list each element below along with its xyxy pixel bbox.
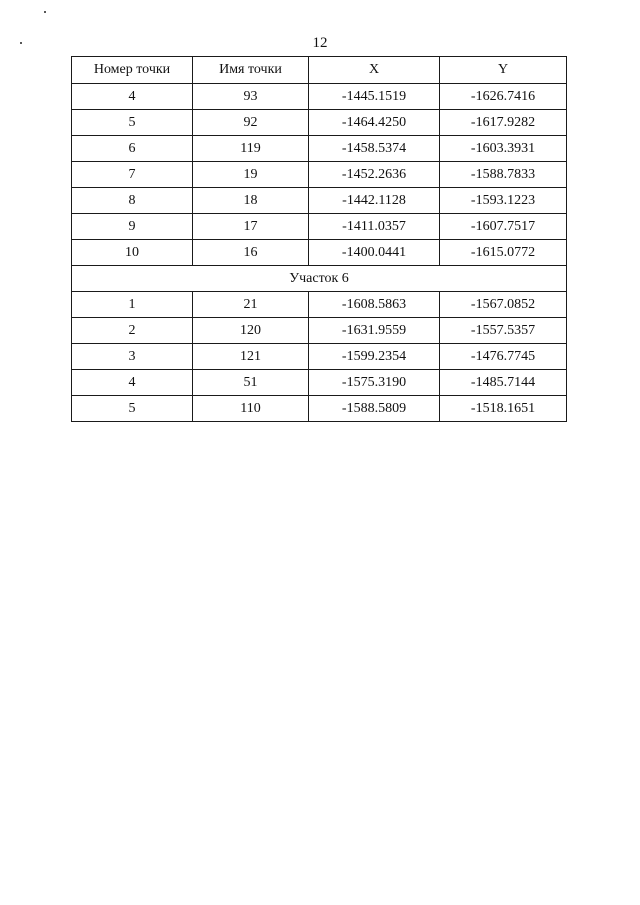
y-cell: -1603.3931 bbox=[440, 136, 567, 162]
x-cell: -1608.5863 bbox=[309, 292, 440, 318]
y-cell: -1557.5357 bbox=[440, 318, 567, 344]
y-cell: -1567.0852 bbox=[440, 292, 567, 318]
x-cell: -1452.2636 bbox=[309, 162, 440, 188]
x-cell: -1575.3190 bbox=[309, 370, 440, 396]
point-number-cell: 1 bbox=[72, 292, 193, 318]
point-name-cell: 92 bbox=[193, 110, 309, 136]
point-name-cell: 18 bbox=[193, 188, 309, 214]
point-number-cell: 7 bbox=[72, 162, 193, 188]
y-cell: -1476.7745 bbox=[440, 344, 567, 370]
point-name-cell: 21 bbox=[193, 292, 309, 318]
y-cell: -1626.7416 bbox=[440, 84, 567, 110]
table-row bbox=[72, 162, 567, 188]
table-row bbox=[72, 110, 567, 136]
x-cell: -1631.9559 bbox=[309, 318, 440, 344]
y-cell: -1518.1651 bbox=[440, 396, 567, 422]
point-name-cell: 119 bbox=[193, 136, 309, 162]
page-number: 12 bbox=[312, 35, 328, 51]
y-cell: -1607.7517 bbox=[440, 214, 567, 240]
point-name-cell: 93 bbox=[193, 84, 309, 110]
table-row bbox=[72, 214, 567, 240]
x-cell: -1400.0441 bbox=[309, 240, 440, 266]
scan-speck bbox=[44, 11, 46, 13]
header-x: X bbox=[309, 57, 440, 84]
section-title: Участок 6 bbox=[72, 266, 567, 292]
y-cell: -1615.0772 bbox=[440, 240, 567, 266]
point-name-cell: 51 bbox=[193, 370, 309, 396]
x-cell: -1445.1519 bbox=[309, 84, 440, 110]
header-point-name: Имя точки bbox=[193, 57, 309, 84]
point-number-cell: 4 bbox=[72, 370, 193, 396]
y-cell: -1617.9282 bbox=[440, 110, 567, 136]
x-cell: -1411.0357 bbox=[309, 214, 440, 240]
table-row bbox=[72, 188, 567, 214]
point-name-cell: 16 bbox=[193, 240, 309, 266]
table-row bbox=[72, 370, 567, 396]
point-number-cell: 2 bbox=[72, 318, 193, 344]
point-number-cell: 5 bbox=[72, 396, 193, 422]
point-number-cell: 9 bbox=[72, 214, 193, 240]
x-cell: -1464.4250 bbox=[309, 110, 440, 136]
table-row bbox=[72, 240, 567, 266]
x-cell: -1442.1128 bbox=[309, 188, 440, 214]
point-number-cell: 10 bbox=[72, 240, 193, 266]
table-row bbox=[72, 318, 567, 344]
point-number-cell: 4 bbox=[72, 84, 193, 110]
header-point-number: Номер точки bbox=[72, 57, 193, 84]
table-row bbox=[72, 292, 567, 318]
table-header-row bbox=[72, 57, 567, 84]
point-number-cell: 6 bbox=[72, 136, 193, 162]
coordinates-table bbox=[71, 56, 567, 422]
y-cell: -1593.1223 bbox=[440, 188, 567, 214]
header-y: Y bbox=[440, 57, 567, 84]
y-cell: -1485.7144 bbox=[440, 370, 567, 396]
point-name-cell: 19 bbox=[193, 162, 309, 188]
point-name-cell: 110 bbox=[193, 396, 309, 422]
x-cell: -1458.5374 bbox=[309, 136, 440, 162]
table-row bbox=[72, 396, 567, 422]
point-number-cell: 3 bbox=[72, 344, 193, 370]
point-name-cell: 121 bbox=[193, 344, 309, 370]
x-cell: -1588.5809 bbox=[309, 396, 440, 422]
point-number-cell: 8 bbox=[72, 188, 193, 214]
y-cell: -1588.7833 bbox=[440, 162, 567, 188]
point-name-cell: 120 bbox=[193, 318, 309, 344]
table-row bbox=[72, 344, 567, 370]
table-row bbox=[72, 136, 567, 162]
x-cell: -1599.2354 bbox=[309, 344, 440, 370]
table-row bbox=[72, 84, 567, 110]
point-number-cell: 5 bbox=[72, 110, 193, 136]
section-row bbox=[72, 266, 567, 292]
point-name-cell: 17 bbox=[193, 214, 309, 240]
